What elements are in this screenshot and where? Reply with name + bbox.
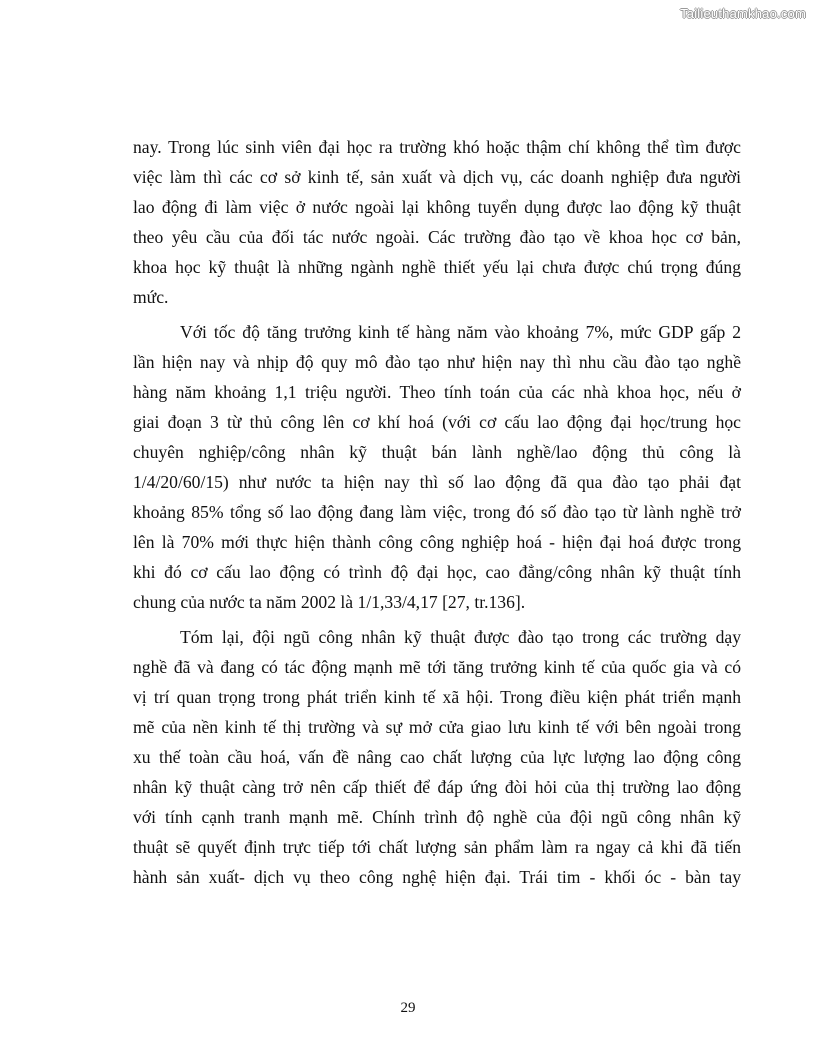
text-line: vị trí quan trọng trong phát triển kinh tế xã hội. Trong điều kiện phát triển mạnh xyxy=(133,687,741,707)
paragraph xyxy=(133,132,741,312)
text-line: giai đoạn 3 từ thủ công lên cơ khí hoá (với cơ cấu lao động đại học/trung học xyxy=(133,412,741,432)
text-line: mức. xyxy=(133,287,169,307)
text-line: hàng năm khoảng 1,1 triệu người. Theo tính toán của các nhà khoa học, nếu ở xyxy=(133,382,741,402)
text-line: lên là 70% mới thực hiện thành công công nghiệp hoá - hiện đại hoá được trong xyxy=(133,532,741,552)
text-line: việc làm thì các cơ sở kinh tế, sản xuất và dịch vụ, các doanh nghiệp đưa người xyxy=(133,167,741,187)
text-line: thuật sẽ quyết định trực tiếp tới chất lượng sản phẩm làm ra ngay cả khi đã tiến xyxy=(133,837,741,857)
text-line: Tóm lại, đội ngũ công nhân kỹ thuật được đào tạo trong các trường dạy xyxy=(180,627,741,647)
text-line: Với tốc độ tăng trưởng kinh tế hàng năm vào khoảng 7%, mức GDP gấp 2 xyxy=(180,322,741,342)
text-line: chuyên nghiệp/công nhân kỹ thuật bán lành nghề/lao động thủ công là xyxy=(133,442,741,462)
paragraph xyxy=(133,317,741,617)
text-line: lần hiện nay và nhịp độ quy mô đào tạo như hiện nay thì nhu cầu đào tạo nghề xyxy=(133,352,741,372)
text-line: với tính cạnh tranh mạnh mẽ. Chính trình độ nghề của đội ngũ công nhân kỹ xyxy=(133,807,741,827)
text-line: khoảng 85% tổng số lao động đang làm việc, trong đó số đào tạo từ lành nghề trở xyxy=(133,502,741,522)
page-number: 29 xyxy=(400,1000,416,1016)
paragraph xyxy=(133,622,741,892)
watermark-text: Tailieuthamkhao.com xyxy=(680,6,806,21)
text-line: nghề đã và đang có tác động mạnh mẽ tới tăng trưởng kinh tế của quốc gia và có xyxy=(133,657,741,677)
text-line: chung của nước ta năm 2002 là 1/1,33/4,17 [27, tr.136]. xyxy=(133,592,526,612)
text-line: khi đó cơ cấu lao động có trình độ đại học, cao đẳng/công nhân kỹ thuật tính xyxy=(133,562,741,582)
text-line: khoa học kỹ thuật là những ngành nghề thiết yếu lại chưa được chú trọng đúng xyxy=(133,257,741,277)
text-line: mẽ của nền kinh tế thị trường và sự mở cửa giao lưu kinh tế với bên ngoài trong xyxy=(133,717,741,737)
text-line: nay. Trong lúc sinh viên đại học ra trường khó hoặc thậm chí không thể tìm được xyxy=(133,137,741,157)
text-line: xu thế toàn cầu hoá, vấn đề nâng cao chất lượng của lực lượng lao động công xyxy=(133,747,741,767)
text-line: lao động đi làm việc ở nước ngoài lại không tuyển dụng được lao động kỹ thuật xyxy=(133,197,741,217)
text-line: nhân kỹ thuật càng trở nên cấp thiết để đáp ứng đòi hỏi của thị trường lao động xyxy=(133,777,741,797)
document-body xyxy=(133,132,741,892)
text-line: theo yêu cầu của đối tác nước ngoài. Các trường đào tạo về khoa học cơ bản, xyxy=(133,227,741,247)
text-line: hành sản xuất- dịch vụ theo công nghệ hiện đại. Trái tim - khối óc - bàn tay xyxy=(133,867,741,887)
text-line: 1/4/20/60/15) như nước ta hiện nay thì số lao động đã qua đào tạo phải đạt xyxy=(133,472,741,492)
